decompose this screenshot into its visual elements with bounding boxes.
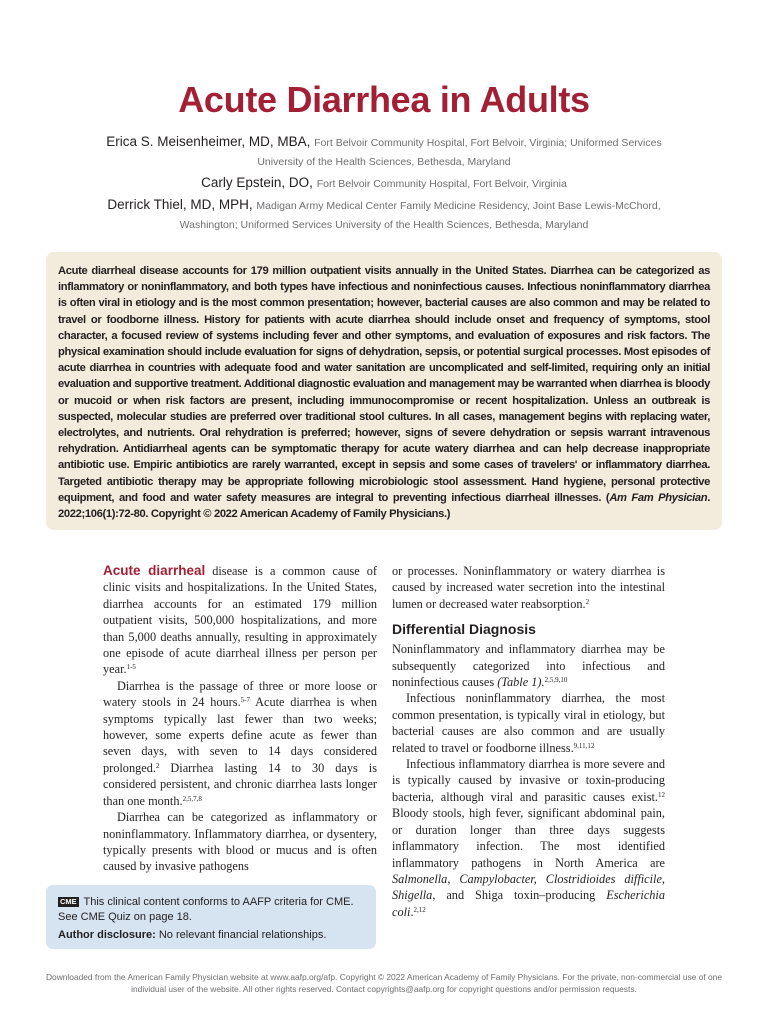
cme-text: This clinical content conforms to AAFP criteria for CME. See CME Quiz on page 18. bbox=[58, 896, 354, 923]
body-paragraph bbox=[392, 563, 665, 612]
reference: 2 bbox=[585, 597, 590, 606]
paragraph-text: Infectious inflammatory diarrhea is more severe and is typically caused by invasive or toxin-producing bacteria, although viral and parasitic causes exist. bbox=[392, 757, 665, 804]
paragraph-text: Acute diarrhea is when symptoms typically last fewer than two weeks; however, some experts define acute as fewer than seven days, with seven to 14 days considered prolonged. bbox=[103, 695, 377, 775]
body-paragraph bbox=[103, 678, 377, 809]
author-disclosure bbox=[58, 928, 366, 943]
cme-info-box bbox=[46, 885, 376, 949]
author-name: Derrick Thiel, MD, MPH, bbox=[107, 197, 253, 212]
body-paragraph bbox=[392, 690, 665, 756]
abstract-box bbox=[46, 252, 722, 530]
reference: 12 bbox=[658, 790, 665, 799]
body-paragraph bbox=[392, 756, 665, 920]
article-title: Acute Diarrhea in Adults bbox=[178, 79, 590, 120]
author-affiliation: Fort Belvoir Community Hospital, Fort Belvoir, Virginia bbox=[316, 178, 567, 190]
paragraph-text: disease is a common cause of clinic visits and hospitalizations. In the United States, diarrhea accounts for an estimated 179 million outpatient visits, 500,000 hospitalizations, and more than 5,000 deaths annually, resulting in approximately one episode of acute diarrheal illness per person per year. bbox=[103, 564, 377, 677]
author-entry bbox=[90, 174, 678, 193]
organism-name: Escherichia coli bbox=[392, 888, 665, 919]
abstract-body: Acute diarrheal disease accounts for 179 million outpatient visits annually in the United States. Diarrhea can be categorized as inflammatory or noninflammatory, and both types have infectious and noninfectious causes. Infectious noninflammatory diarrhea is often viral in etiology and is the most common presentation; however, bacterial causes are also common and may be related to travel or foodborne illness. History for patients with acute diarrhea should include onset and frequency of symptoms, stool character, a focused review of systems including fever and other symptoms, and evaluation of exposures and risk factors. The physical examination should include evaluation for signs of dehydration, sepsis, or potential surgical processes. Most episodes of acute diarrhea in countries with adequate food and water sanitation are uncomplicated and self-limited, requiring only an initial evaluation and supportive treatment. Additional diagnostic evaluation and management may be warranted when diarrhea is bloody or mucoid or when risk factors are present, including immunocompromise or recent hospitalization. Unless an outbreak is suspected, molecular studies are preferred over traditional stool cultures. In all cases, management begins with replacing water, electrolytes, and nutrients. Oral rehydration is preferred; however, signs of severe dehydration or sepsis warrant intravenous rehydration. Antidiarrheal agents can be symptomatic therapy for acute watery diarrhea and can help decrease inappropriate antibiotic use. Empiric antibiotics are rarely warranted, except in sepsis and some cases of travelers' or inflammatory diarrhea. Targeted antibiotic therapy may be appropriate following microbiologic stool assessment. Hand hygiene, personal protective equipment, and food and water safety measures are integral to preventing infectious diarrheal illnesses. ( bbox=[58, 265, 710, 504]
author-name: Carly Epstein, DO, bbox=[201, 175, 313, 190]
reference: 2,5,7,8 bbox=[182, 794, 202, 803]
paragraph-text: . bbox=[410, 904, 414, 919]
paragraph-text: Diarrhea is the passage of three or more loose or watery stools in 24 hours. bbox=[103, 678, 377, 710]
paragraph-text: Bloody stools, high fever, significant abdominal pain, or duration longer than three days suggests inflammatory infection. The most identified inflammatory pathogens in North America are bbox=[392, 806, 665, 870]
author-list bbox=[90, 133, 678, 234]
abstract-journal: Am Fam Physician bbox=[609, 491, 708, 504]
lead-in: Acute diarrheal bbox=[103, 563, 206, 578]
body-paragraph bbox=[392, 641, 665, 690]
reference: 5-7 bbox=[240, 696, 250, 705]
disclosure-text: No relevant financial relationships. bbox=[155, 929, 327, 941]
abstract-citation: . 2022;106(1):72-80. Copyright © 2022 American Academy of Family Physicians.) bbox=[58, 491, 710, 521]
body-paragraph bbox=[103, 809, 377, 875]
paragraph-text: Diarrhea lasting 14 to 30 days is considered persistent, and chronic diarrhea lasts longer than one month. bbox=[103, 760, 377, 808]
author-name: Erica S. Meisenheimer, MD, MBA, bbox=[106, 134, 311, 149]
section-heading: Differential Diagnosis bbox=[392, 621, 536, 638]
reference: 9,11,12 bbox=[573, 741, 595, 750]
paragraph-text: Noninflammatory and inflammatory diarrhea may be subsequently categorized into infectious and noninfectious causes bbox=[392, 642, 665, 690]
reference: 2 bbox=[155, 761, 160, 770]
body-column-right bbox=[392, 563, 665, 920]
download-footer: Downloaded from the American Family Physician website at www.aafp.org/afp. Copyright © 2022 American Academy of Family Physicians. For the private, non-commercial use of one individual user of the website. All other rights reserved. Contact copyrights@aafp.org for copyright questions and/or permission requests. bbox=[45, 972, 722, 994]
reference: 2,12 bbox=[413, 905, 426, 914]
body-column-left bbox=[103, 563, 377, 875]
table-reference: (Table 1). bbox=[497, 675, 545, 690]
author-affiliation: Madigan Army Medical Center Family Medicine Residency, Joint Base Lewis-McChord, Washington; Uniformed Services University of the Health Sciences, Bethesda, Maryland bbox=[179, 200, 661, 231]
disclosure-label: Author disclosure: bbox=[58, 929, 156, 941]
paragraph-text: or processes. Noninflammatory or watery diarrhea is caused by increased water secretion into the intestinal lumen or decreased water reabsorption. bbox=[392, 564, 665, 611]
reference: 2,5,9,10 bbox=[544, 676, 568, 685]
paragraph-text: Diarrhea can be categorized as inflammatory or noninflammatory. Inflammatory diarrhea, or dysentery, typically presents with blood or mucus and is often caused by invasive pathogens bbox=[103, 810, 377, 874]
author-affiliation: Fort Belvoir Community Hospital, Fort Belvoir, Virginia; Uniformed Services University of the Health Sciences, Bethesda, Maryland bbox=[257, 137, 662, 168]
organism-names: Salmonella, Campylobacter, Clostridioides difficile, Shigella bbox=[392, 871, 665, 903]
cme-badge: CME bbox=[60, 897, 77, 906]
paragraph-text: Infectious noninflammatory diarrhea, the most common presentation, is typically viral in etiology, but bacterial causes are also common and are usually related to travel or foodborne illness. bbox=[392, 691, 665, 755]
cme-statement bbox=[58, 895, 366, 925]
paragraph-text: , and Shiga toxin–producing bbox=[432, 888, 607, 903]
author-entry bbox=[90, 133, 678, 171]
body-paragraph bbox=[103, 563, 377, 678]
reference: 1-5 bbox=[126, 663, 136, 672]
author-entry bbox=[90, 196, 678, 234]
